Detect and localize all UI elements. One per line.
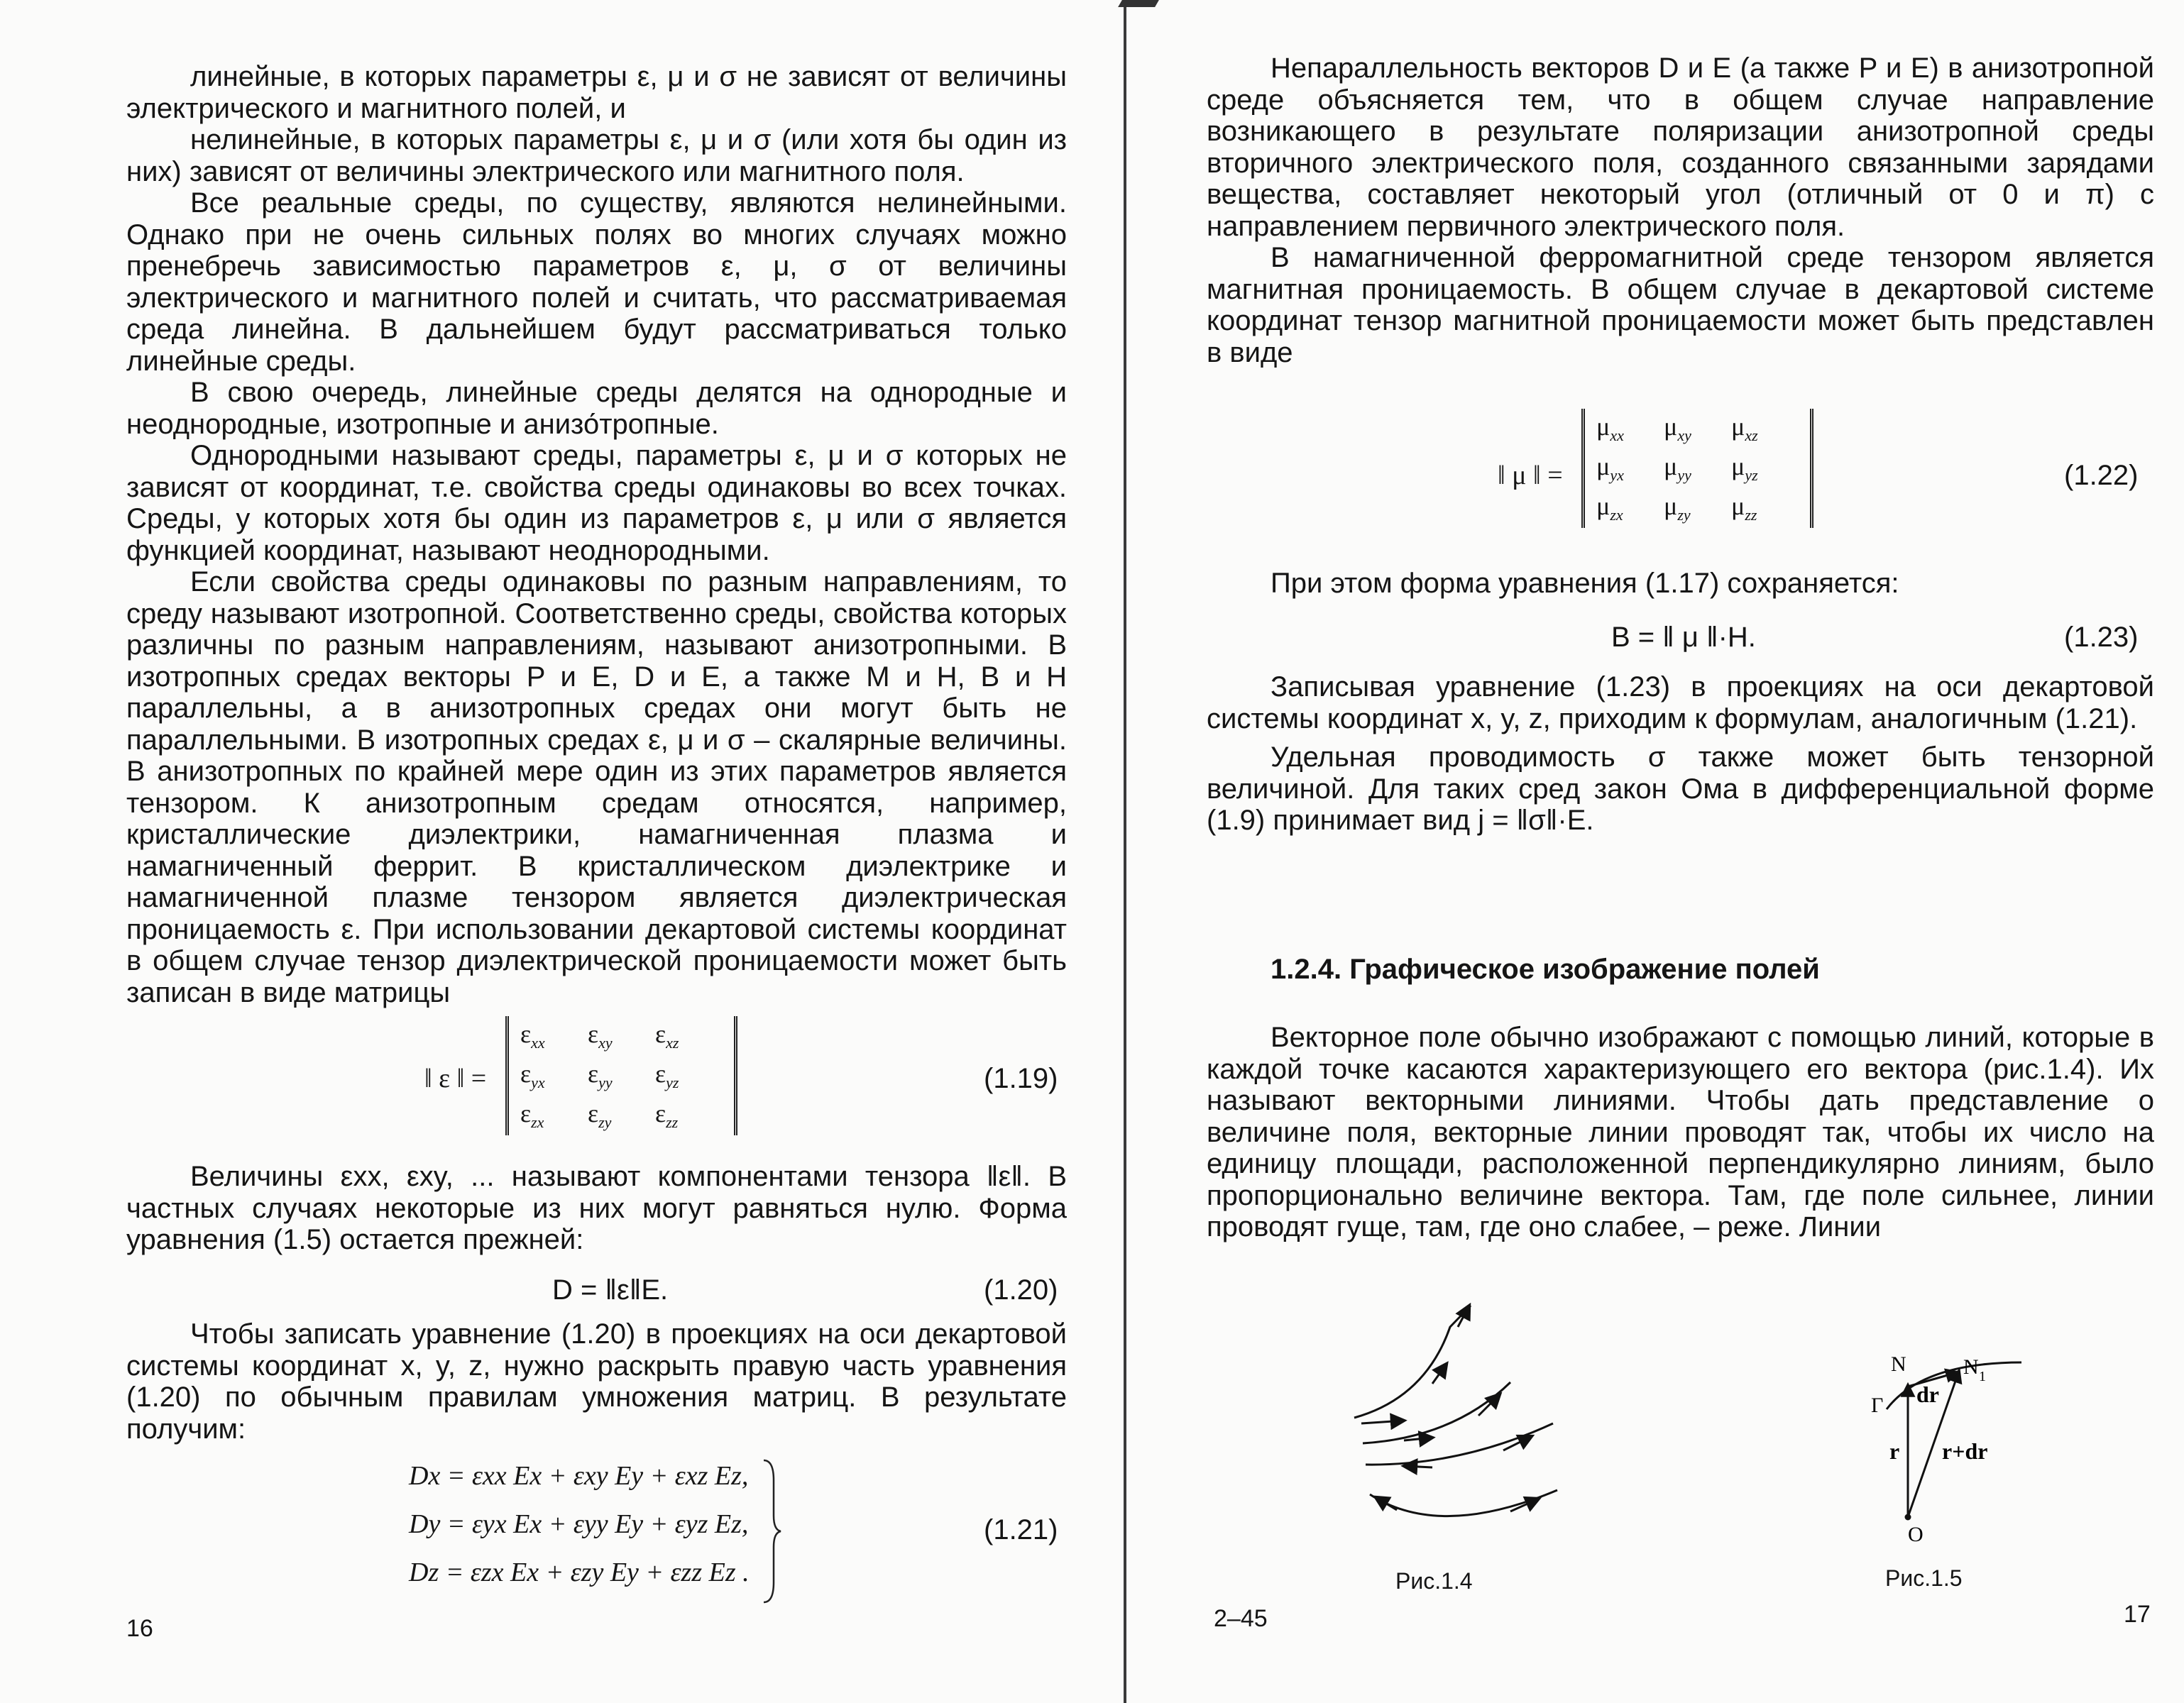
eq121-system: [409, 1460, 764, 1605]
matrix-row: [1596, 448, 1799, 488]
paragraph: В намагниченной ферромагнитной среде тензором является магнитная проницаемость. В общем случае в декартовой системе координат тензор магнитной проницаемости может быть представлен в виде: [1207, 242, 2154, 368]
matrix-cell: $\varepsilon_{yx}$: [520, 1059, 545, 1092]
matrix-row: [520, 1016, 723, 1056]
right-text-p3: [1207, 568, 2154, 600]
eq121-line-z: Dz = εzx Ex + εzy Ey + εzz Ez .: [409, 1558, 750, 1587]
eq122-number: (1.22): [2064, 460, 2139, 491]
matrix-row: [520, 1056, 723, 1096]
vector-line: [1363, 1382, 1510, 1443]
eq122-lhs: ‖ μ ‖ =: [1498, 461, 1563, 490]
vector-line: [1366, 1423, 1553, 1465]
printer-signature: 2–45: [1214, 1605, 1268, 1632]
label-gamma: Γ: [1871, 1394, 1884, 1417]
matrix-cell: $\mu_{xy}$: [1664, 412, 1691, 445]
page-number: 17: [2124, 1601, 2151, 1628]
matrix-cell: $\varepsilon_{zx}$: [520, 1099, 544, 1132]
figure-1-4-vector-lines: [1297, 1299, 1581, 1554]
label-N1-sub: 1: [1979, 1369, 1986, 1384]
matrix-cell: $\varepsilon_{zz}$: [655, 1099, 679, 1132]
eq121-number: (1.21): [984, 1514, 1058, 1545]
paragraph: линейные, в которых параметры ε, μ и σ не зависят от величины электрического и магнитного полей, и: [126, 61, 1067, 124]
matrix-cell: $\varepsilon_{xy}$: [588, 1020, 613, 1052]
matrix-cell: $\mu_{zx}$: [1596, 492, 1623, 524]
paragraph: Чтобы записать уравнение (1.20) в проекциях на оси декартовой системы координат x, y, z, нужно раскрыть правую часть уравнения (1.20) по обычным правилам умножения матриц. В результате получим:: [126, 1318, 1067, 1445]
figure-1-5-caption: Рис.1.5: [1885, 1565, 1963, 1591]
eq120: D = ‖ε‖E.: [552, 1274, 669, 1306]
matrix-cell: $\mu_{yy}$: [1664, 452, 1691, 485]
paragraph: нелинейные, в которых параметры ε, μ и σ (или хотя бы один из них) зависят от величины электрического или магнитного поля.: [126, 124, 1067, 187]
matrix-row: [1596, 409, 1799, 448]
left-text-mid: [126, 1161, 1067, 1256]
matrix-cell: $\varepsilon_{xx}$: [520, 1020, 545, 1052]
paragraph: Записывая уравнение (1.23) в проекциях на оси декартовой системы координат x, y, z, приходим к формулам, аналогичным (1.21).: [1207, 671, 2154, 734]
paragraph: В свою очередь, линейные среды делятся на однородные и неоднородные, изотропные и анизо́тропные.: [126, 377, 1067, 440]
matrix-cell: $\mu_{zy}$: [1664, 492, 1691, 524]
matrix-cell: $\mu_{xz}$: [1731, 412, 1758, 445]
matrix-cell: $\mu_{yz}$: [1731, 452, 1758, 485]
matrix-row: [1596, 488, 1799, 528]
matrix-cell: $\mu_{zz}$: [1731, 492, 1757, 524]
paragraph: Удельная проводимость σ также может быть тензорной величиной. Для таких сред закон Ома в дифференциальной форме (1.9) принимает вид j = ‖σ‖·E.: [1207, 742, 2154, 836]
eq119-lhs: ‖ ε ‖ =: [424, 1064, 487, 1093]
page-number: 16: [126, 1615, 153, 1642]
vector-line: [1354, 1306, 1471, 1418]
eq119-matrix: [505, 1016, 737, 1135]
figure-1-5-radius-vector: [1837, 1334, 2050, 1554]
eq123-number: (1.23): [2064, 622, 2139, 653]
book-spine: [1124, 0, 1126, 1703]
label-r: r: [1889, 1438, 1900, 1464]
eq123: B = ‖ μ ‖·H.: [1611, 622, 1756, 653]
paragraph: Если свойства среды одинаковы по разным направлениям, то среду называют изотропной. Соответственно среды, свойства которых различны по разным направлениям, называют анизотропными. В изотропных средах векторы P и E, D и E, а также M и H, B и H параллельны, а в анизотропных средах они могут быть не параллельными. В изотропных средах ε, μ и σ – скалярные величины. В анизотропных по крайней мере один из этих параметров является тензором. К анизотропным средам относятся, например, кристаллические диэлектрики, намагниченная плазма и намагниченный феррит. В кристаллическом диэлектрике и намагниченной плазме тензором является диэлектрическая проницаемость ε. При использовании декартовой системы координат в общем случае тензор диэлектрической проницаемости может быть записан в виде матрицы: [126, 566, 1067, 1008]
left-text-bottom: [126, 1318, 1067, 1445]
eq120-number: (1.20): [984, 1274, 1058, 1306]
paragraph: Все реальные среды, по существу, являются нелинейными. Однако при не очень сильных полях во многих случаях можно пренебречь зависимостью параметров ε, μ, σ от величины электрического и магнитного полей и считать, что рассматриваемая среда линейна. В дальнейшем будут рассматриваться только линейные среды.: [126, 187, 1067, 377]
right-brace: [761, 1459, 782, 1604]
right-page: [1141, 0, 2184, 1703]
eq119-number: (1.19): [984, 1063, 1058, 1094]
matrix-cell: $\mu_{xx}$: [1596, 412, 1624, 445]
right-text-bottom: [1207, 1022, 2154, 1243]
matrix-cell: $\varepsilon_{yz}$: [655, 1059, 679, 1092]
matrix-cell: $\varepsilon_{yy}$: [588, 1059, 613, 1092]
label-N1: N: [1963, 1355, 1979, 1379]
figure-1-4-caption: Рис.1.4: [1395, 1568, 1473, 1594]
paragraph: Векторное поле обычно изображают с помощью линий, которые в каждой точке касаются характеризующего его вектора (рис.1.4). Их называют векторными линиями. Чтобы дать представление о величине поля, векторные линии проводят так, чтобы их число на единицу площади, расположенной перпендикулярно линиям, было пропорционально величине вектора. Там, где поле сильнее, линии проводят гуще, там, где оно слабее, – реже. Линии: [1207, 1022, 2154, 1242]
label-r-plus-dr: r+dr: [1942, 1438, 1988, 1464]
matrix-cell: $\varepsilon_{zy}$: [588, 1099, 612, 1132]
right-text-mid: [1207, 671, 2154, 837]
matrix-row: [520, 1096, 723, 1135]
right-text-top: [1207, 53, 2154, 368]
paragraph: Непараллельность векторов D и E (а также P и E) в анизотропной среде объясняется тем, что в общем случае направление возникающего в результате поляризации анизотропной среды вторичного электрического поля, созданного связанными зарядами вещества, составляет некоторый угол (отличный от 0 и π) с направлением первичного электрического поля.: [1207, 53, 2154, 242]
paragraph: Величины εxx, εxy, ... называют компонентами тензора ‖ε‖. В частных случаях некоторые из них могут равняться нулю. Форма уравнения (1.5) остается прежней:: [126, 1161, 1067, 1255]
matrix-cell: $\mu_{yx}$: [1596, 452, 1624, 485]
paragraph: При этом форма уравнения (1.17) сохраняется:: [1271, 568, 1899, 599]
eq121-line-y: Dy = εyx Ex + εyy Ey + εyz Ez,: [409, 1509, 749, 1539]
label-N: N: [1891, 1352, 1906, 1376]
paragraph: Однородными называют среды, параметры ε, μ и σ которых не зависят от координат, т.е. свойства среды одинаковы во всех точках. Среды, у которых хотя бы один из параметров ε, μ или σ является функцией координат, называют неоднородными.: [126, 440, 1067, 566]
eq122-matrix: [1581, 409, 1813, 528]
left-text-top: [126, 61, 1067, 1008]
label-dr: dr: [1916, 1382, 1939, 1407]
eq121-line-x: Dx = εxx Ex + εxy Ey + εxz Ez,: [409, 1461, 749, 1491]
label-O: O: [1908, 1523, 1924, 1546]
section-heading: 1.2.4. Графическое изображение полей: [1271, 954, 1820, 985]
matrix-cell: $\varepsilon_{xz}$: [655, 1020, 679, 1052]
